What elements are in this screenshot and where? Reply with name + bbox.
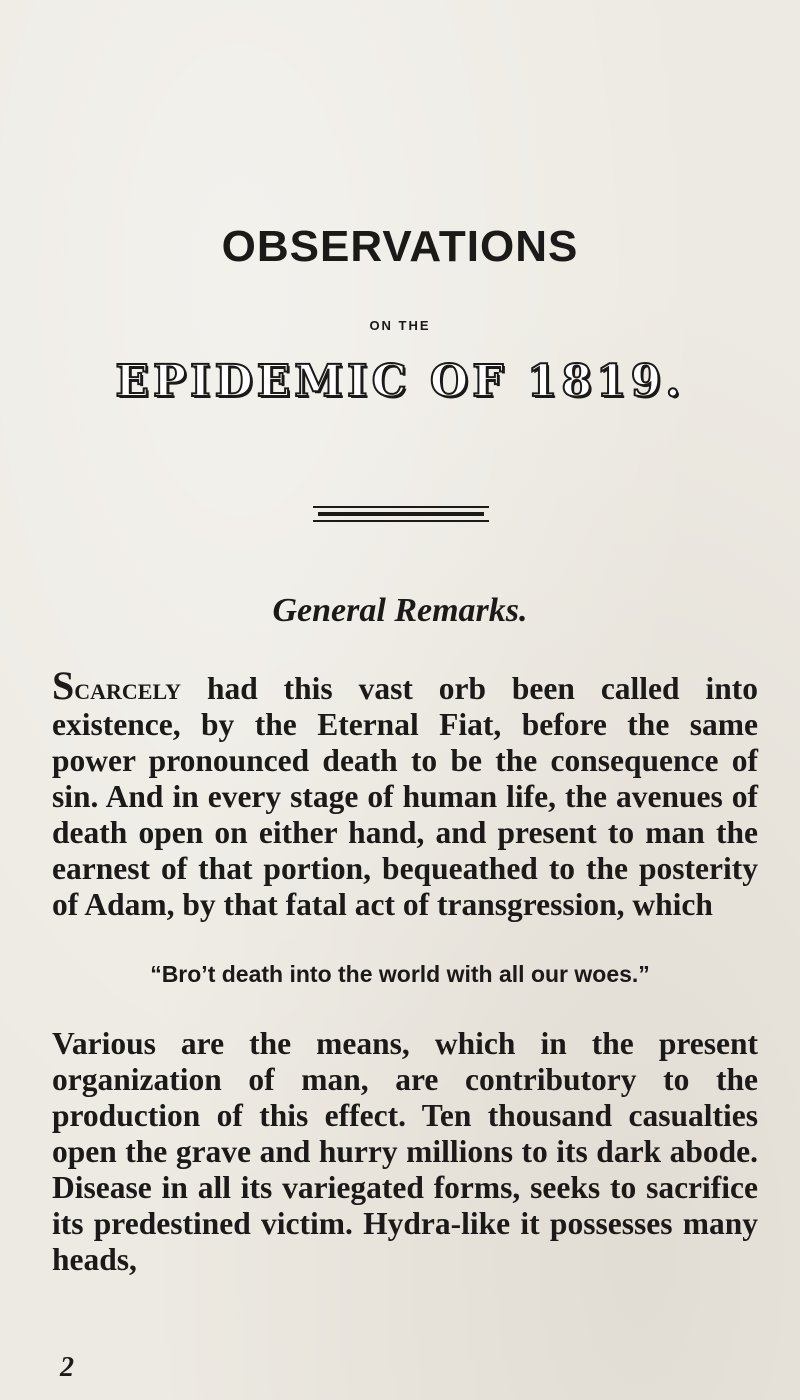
page-title: OBSERVATIONS — [221, 222, 579, 271]
paragraph-2: Various are the means, which in the present organization of man, are contributory to the production of this effect. Ten thousand casualties open the grave and hurry millions to its dark abode. Disease in all its variegated forms, seeks to sacrifice its predestined victim. Hydra-like it possesses many heads, — [52, 1026, 758, 1277]
ornamental-rule-top — [313, 506, 489, 508]
ornamental-rule-middle — [318, 512, 484, 516]
display-heading: EPIDEMIC OF 1819. — [115, 356, 685, 407]
signature-mark: 2 — [60, 1352, 74, 1383]
paragraph-1-text: had this vast orb been called into existence, by the Eternal Fiat, before the same power pronounced death to be the consequence of sin. And in every stage of human life, the avenues of death open on either hand, and present to man the earnest of that portion, bequeathed to the posterity of Adam, by that fatal act of transgression, which — [52, 671, 758, 922]
page-subtitle: ON THE — [369, 318, 431, 333]
quotation: “Bro’t death into the world with all our woes.” — [150, 961, 650, 987]
ornamental-rule-bottom — [313, 520, 489, 522]
drop-capital: S — [52, 663, 75, 708]
small-caps-word: carcely — [74, 671, 182, 706]
section-title: General Remarks. — [272, 592, 528, 629]
paragraph-1 — [52, 663, 758, 923]
